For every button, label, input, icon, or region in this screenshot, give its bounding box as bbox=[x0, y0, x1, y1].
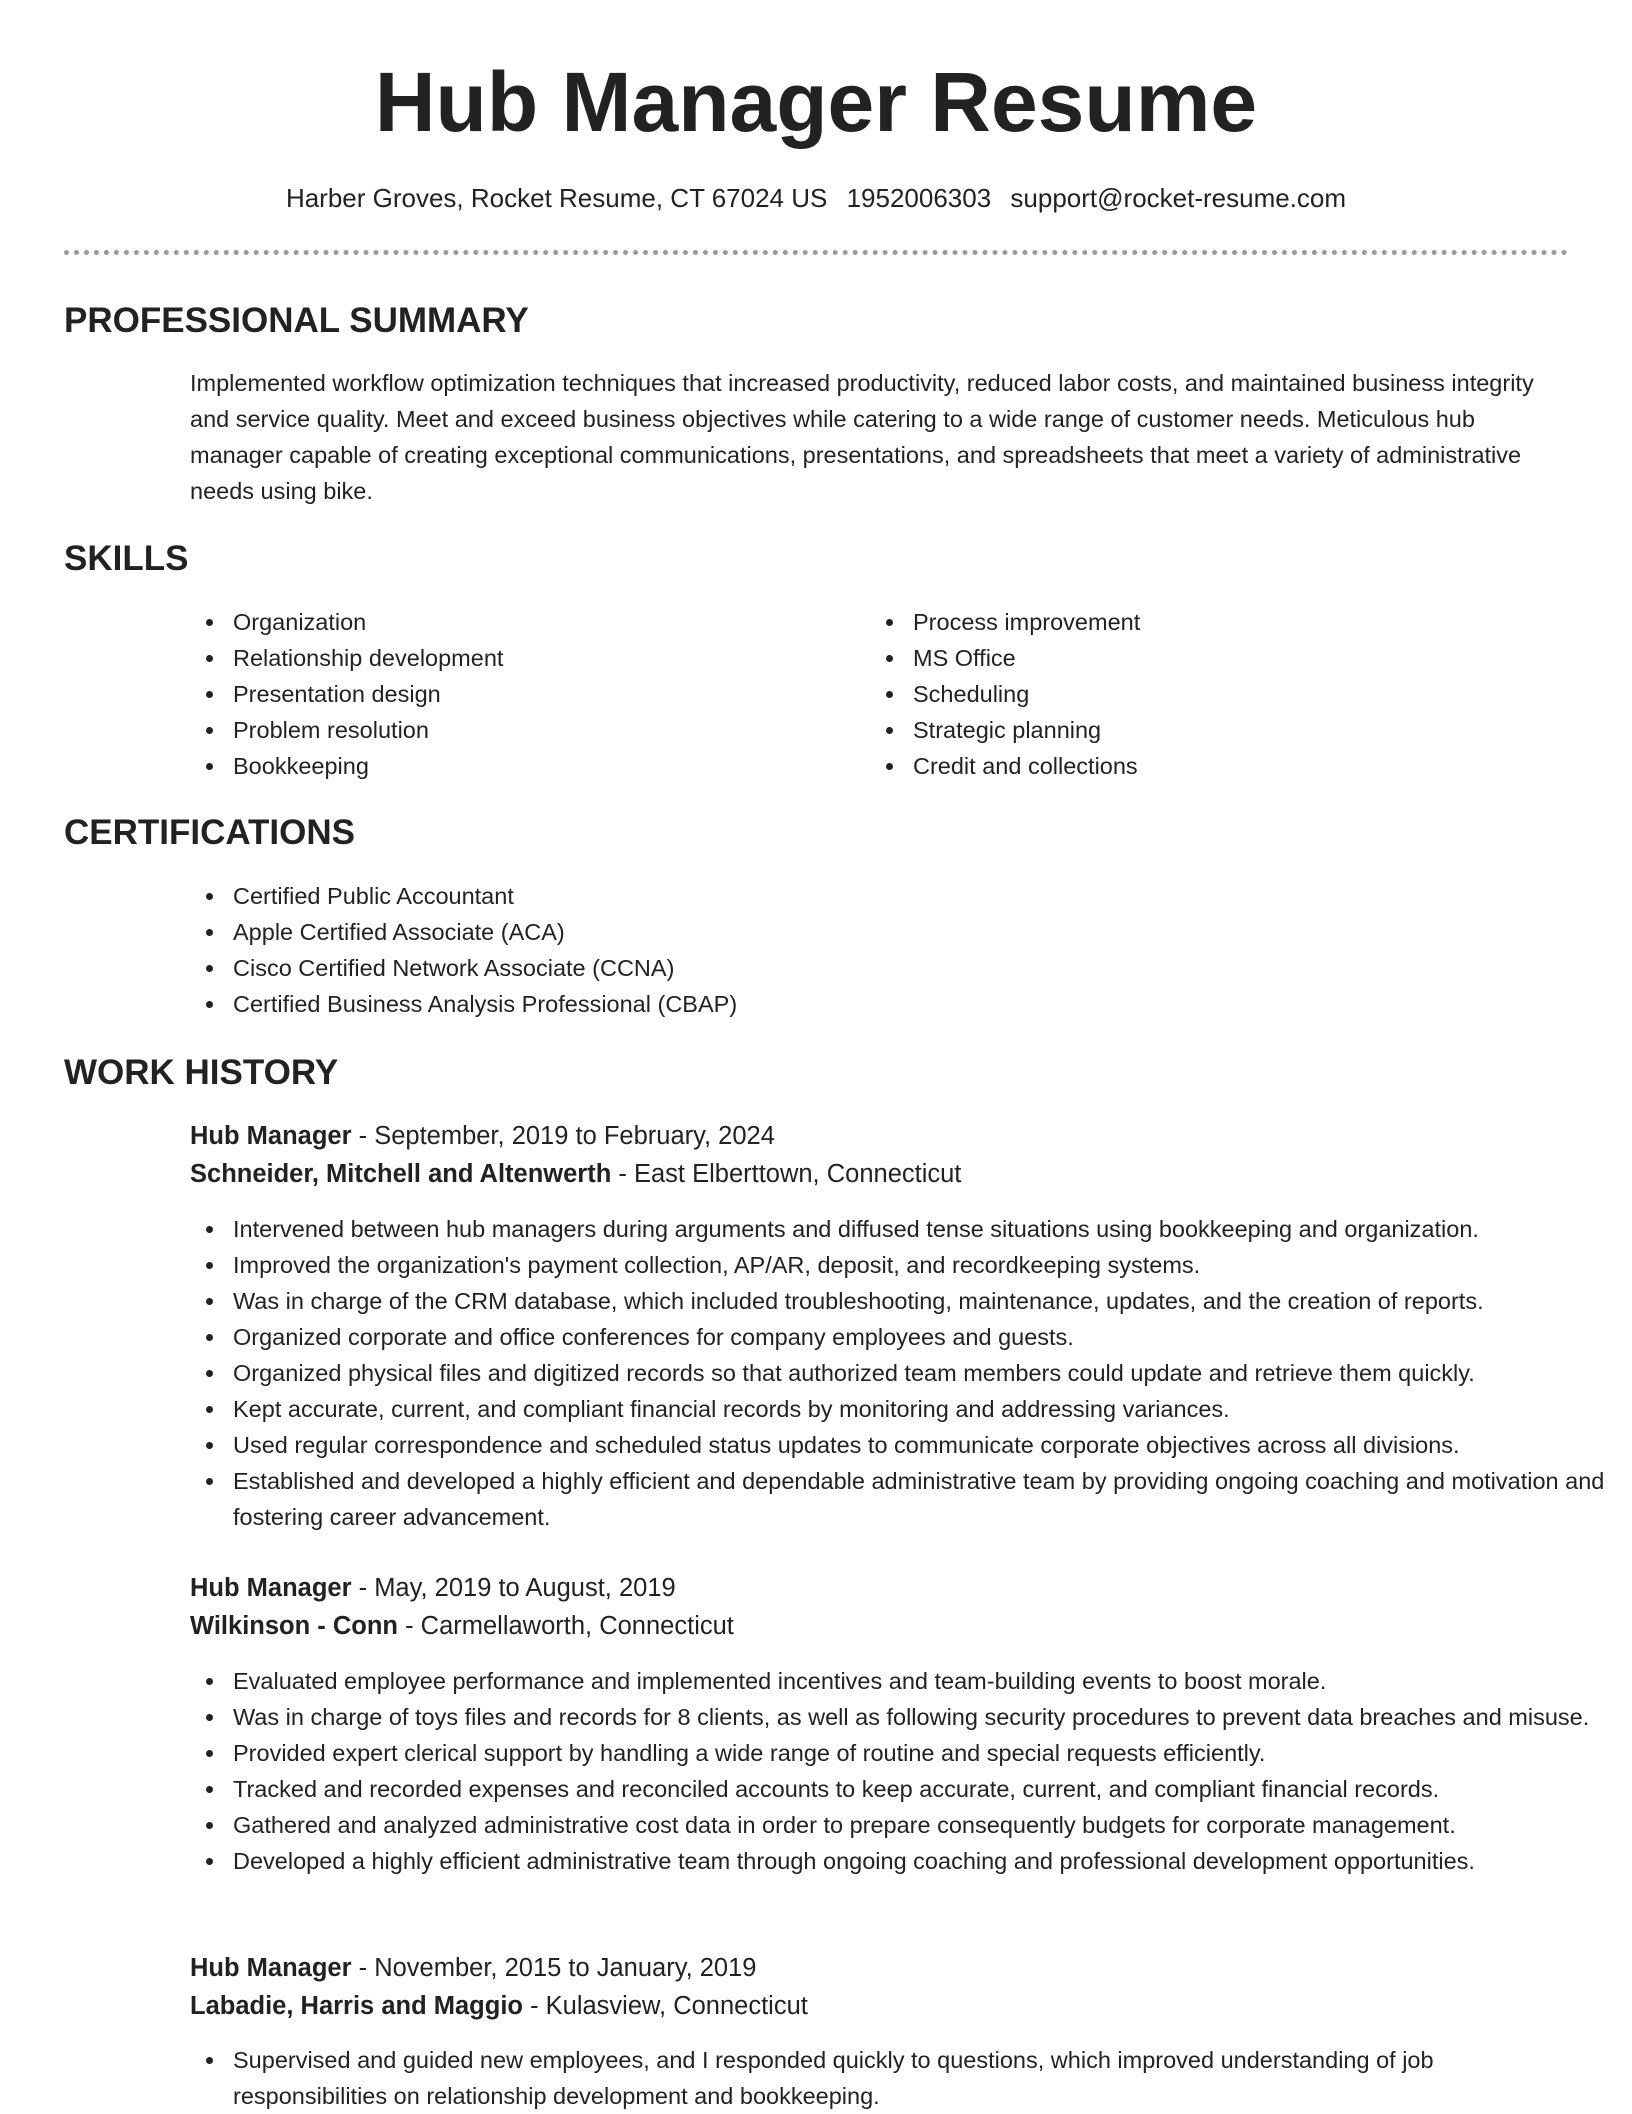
skill-item: Problem resolution bbox=[233, 712, 833, 748]
certifications-list bbox=[190, 878, 1593, 1022]
job-title-line bbox=[190, 1950, 756, 1986]
skills-heading: SKILLS bbox=[64, 539, 189, 578]
skill-item: Process improvement bbox=[913, 604, 1513, 640]
certification-item: Cisco Certified Network Associate (CCNA) bbox=[233, 950, 1593, 986]
job-location: - Carmellaworth, Connecticut bbox=[398, 1612, 734, 1640]
skill-item: Organization bbox=[233, 604, 833, 640]
job-bullet: Provided expert clerical support by handling a wide range of routine and special requests efficiently. bbox=[233, 1735, 1613, 1771]
work-history-heading: WORK HISTORY bbox=[64, 1053, 339, 1092]
job-bullet: Improved the organization's payment collection, AP/AR, deposit, and recordkeeping systems. bbox=[233, 1247, 1613, 1283]
skill-item: Credit and collections bbox=[913, 748, 1513, 784]
summary-text: Implemented workflow optimization techniques that increased productivity, reduced labor costs, and maintained business integrity and service quality. Meet and exceed business objectives while catering to a wide range of customer needs. Meticulous hub manager capable of creating exceptional communications, presentations, and spreadsheets that meet a variety of administrative needs using bike. bbox=[190, 370, 1534, 504]
certifications-heading: CERTIFICATIONS bbox=[64, 813, 356, 852]
job-location: - Kulasview, Connecticut bbox=[522, 1992, 808, 2020]
certification-item: Apple Certified Associate (ACA) bbox=[233, 914, 1593, 950]
job-bullet: Was in charge of the CRM database, which included troubleshooting, maintenance, updates, and the creation of reports. bbox=[233, 1283, 1613, 1319]
certification-item: Certified Business Analysis Professional (CBAP) bbox=[233, 986, 1593, 1022]
job-bullet: Kept accurate, current, and compliant financial records by monitoring and addressing variances. bbox=[233, 1391, 1613, 1427]
skill-item: Relationship development bbox=[233, 640, 833, 676]
job-title-line bbox=[190, 1118, 775, 1154]
job-title: Hub Manager bbox=[190, 1122, 352, 1150]
job-dates: - May, 2019 to August, 2019 bbox=[351, 1574, 676, 1602]
job-bullet: Established and developed a highly efficient and dependable administrative team by providing ongoing coaching and motivation and fostering career advancement. bbox=[233, 1463, 1613, 1535]
skill-item: MS Office bbox=[913, 640, 1513, 676]
job-bullet: Organized corporate and office conferences for company employees and guests. bbox=[233, 1319, 1613, 1355]
job-bullets bbox=[190, 1211, 1613, 1535]
skills-list-left bbox=[190, 604, 833, 784]
job-company: Wilkinson - Conn bbox=[190, 1612, 398, 1640]
summary-heading: PROFESSIONAL SUMMARY bbox=[64, 301, 529, 340]
resume-title: Hub Manager Resume bbox=[374, 55, 1258, 149]
job-bullet: Gathered and analyzed administrative cost data in order to prepare consequently budgets for corporate management. bbox=[233, 1807, 1613, 1843]
job-title: Hub Manager bbox=[190, 1574, 352, 1602]
job-title-line bbox=[190, 1570, 676, 1606]
job-company-line bbox=[190, 1156, 961, 1192]
job-title: Hub Manager bbox=[190, 1954, 352, 1982]
skill-item: Strategic planning bbox=[913, 712, 1513, 748]
job-bullets bbox=[190, 2042, 1573, 2114]
job-bullet: Intervened between hub managers during arguments and diffused tense situations using bookkeeping and organization. bbox=[233, 1211, 1613, 1247]
skills-list-right bbox=[870, 604, 1513, 784]
job-bullet: Used regular correspondence and scheduled status updates to communicate corporate objectives across all divisions. bbox=[233, 1427, 1613, 1463]
job-bullet: Supervised and guided new employees, and I responded quickly to questions, which improved understanding of job responsibilities on relationship development and bookkeeping. bbox=[233, 2042, 1573, 2114]
contact-phone: 1952006303 bbox=[846, 183, 992, 213]
contact-address: Harber Groves, Rocket Resume, CT 67024 US bbox=[285, 183, 828, 213]
contact-email: support@rocket-resume.com bbox=[1010, 183, 1347, 213]
job-bullet: Tracked and recorded expenses and reconciled accounts to keep accurate, current, and compliant financial records. bbox=[233, 1771, 1613, 1807]
job-bullet: Organized physical files and digitized records so that authorized team members could update and retrieve them quickly. bbox=[233, 1355, 1613, 1391]
job-bullets bbox=[190, 1663, 1613, 1879]
job-bullet: Evaluated employee performance and implemented incentives and team-building events to boost morale. bbox=[233, 1663, 1613, 1699]
job-dates: - September, 2019 to February, 2024 bbox=[351, 1122, 775, 1150]
skill-item: Scheduling bbox=[913, 676, 1513, 712]
job-company: Labadie, Harris and Maggio bbox=[190, 1992, 523, 2020]
job-company-line bbox=[190, 1988, 808, 2024]
certification-item: Certified Public Accountant bbox=[233, 878, 1593, 914]
job-dates: - November, 2015 to January, 2019 bbox=[351, 1954, 757, 1982]
job-bullet: Developed a highly efficient administrative team through ongoing coaching and professional development opportunities. bbox=[233, 1843, 1613, 1879]
skill-item: Bookkeeping bbox=[233, 748, 833, 784]
skill-item: Presentation design bbox=[233, 676, 833, 712]
header-divider bbox=[64, 250, 1568, 255]
job-company: Schneider, Mitchell and Altenwerth bbox=[190, 1160, 612, 1188]
job-company-line bbox=[190, 1608, 734, 1644]
job-location: - East Elberttown, Connecticut bbox=[611, 1160, 962, 1188]
contact-line bbox=[0, 181, 1632, 215]
job-bullet: Was in charge of toys files and records for 8 clients, as well as following security procedures to prevent data breaches and misuse. bbox=[233, 1699, 1613, 1735]
